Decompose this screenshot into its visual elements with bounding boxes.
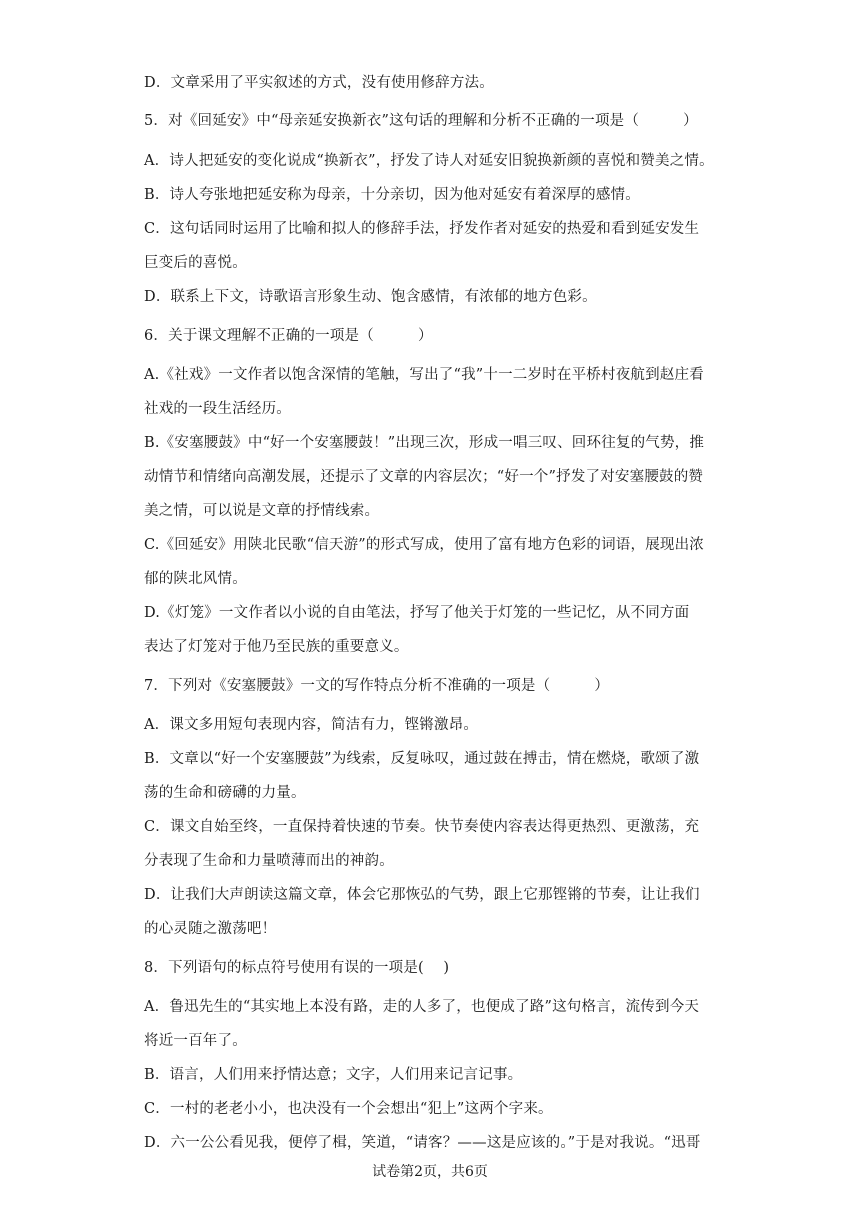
question-8-stem: 8．下列语句的标点符号使用有误的一项是( )	[144, 960, 450, 976]
option-d-q6: D.《灯笼》一文作者以小说的自由笔法，抒写了他关于灯笼的一些记忆，从不同方面	[144, 605, 690, 621]
question-7-stem: 7．下列对《安塞腰鼓》一文的写作特点分析不准确的一项是（ ）	[144, 678, 610, 694]
option-b-q8: B．语言，人们用来抒情达意；文字，人们用来记言记事。	[144, 1067, 523, 1083]
option-b-q5: B．诗人夸张地把延安称为母亲，十分亲切，因为他对延安有着深厚的感情。	[144, 187, 640, 203]
option-a-q6: A.《社戏》一文作者以饱含深情的笔触，写出了“我”十一二岁时在平桥村夜航到赵庄看	[144, 367, 704, 383]
option-a-q8: A．鲁迅先生的“其实地上本没有路，走的人多了，也便成了路”这句格言，流传到今天	[144, 999, 700, 1015]
option-c-q5: C．这句话同时运用了比喻和拟人的修辞手法，抒发作者对延安的热爱和看到延安发生	[144, 221, 700, 237]
option-d-q5: D．联系上下文，诗歌语言形象生动、饱含感情，有浓郁的地方色彩。	[144, 289, 597, 305]
option-a-q5: A．诗人把延安的变化说成“换新衣”，抒发了诗人对延安旧貌换新颜的喜悦和赞美之情。	[144, 153, 714, 169]
option-b-q6-cont2: 美之情，可以说是文章的抒情线索。	[144, 503, 380, 519]
option-d-q4: D．文章采用了平实叙述的方式，没有使用修辞方法。	[144, 75, 494, 91]
question-5-stem: 5．对《回延安》中“母亲延安换新衣”这句话的理解和分析不正确的一项是（ ）	[144, 113, 698, 129]
option-d-q8: D．六一公公看见我，便停了楫，笑道，“请客？——这是应该的。”于是对我说。“迅哥	[144, 1135, 701, 1151]
option-b-q6: B.《安塞腰鼓》中“好一个安塞腰鼓！”出现三次，形成一唱三叹、回环往复的气势，推	[144, 435, 705, 451]
option-b-q7: B．文章以“好一个安塞腰鼓”为线索，反复咏叹，通过鼓在搏击，情在燃烧，歌颂了激	[144, 751, 700, 767]
option-c-q7-cont: 分表现了生命和力量喷薄而出的神韵。	[144, 853, 394, 869]
option-d-q7-cont: 的心灵随之激荡吧！	[144, 921, 277, 937]
option-b-q6-cont1: 动情节和情绪向高潮发展，还提示了文章的内容层次；“好一个”抒发了对安塞腰鼓的赞	[144, 469, 704, 485]
question-6-stem: 6．关于课文理解不正确的一项是（ ）	[144, 328, 433, 344]
option-b-q7-cont: 荡的生命和磅礴的力量。	[144, 785, 306, 801]
option-c-q8: C．一村的老老小小，也决没有一个会想出“犯上”这两个字来。	[144, 1101, 553, 1117]
option-d-q7: D．让我们大声朗读这篇文章，体会它那恢弘的气势，跟上它那铿锵的节奏，让让我们	[144, 887, 700, 903]
option-a-q6-cont: 社戏的一段生活经历。	[144, 401, 291, 417]
option-c-q6: C.《回延安》用陕北民歌“信天游”的形式写成，使用了富有地方色彩的词语，展现出浓	[144, 537, 705, 553]
option-c-q5-cont: 巨变后的喜悦。	[144, 255, 247, 271]
option-a-q7: A．课文多用短句表现内容，简洁有力，铿锵激昂。	[144, 717, 479, 733]
option-a-q8-cont: 将近一百年了。	[144, 1033, 247, 1049]
page-footer: 试卷第2页，共6页	[372, 1164, 488, 1180]
option-c-q7: C．课文自始至终，一直保持着快速的节奏。快节奏使内容表达得更热烈、更激荡，充	[144, 819, 700, 835]
option-c-q6-cont: 郁的陕北风情。	[144, 571, 247, 587]
option-d-q6-cont: 表达了灯笼对于他乃至民族的重要意义。	[144, 639, 409, 655]
